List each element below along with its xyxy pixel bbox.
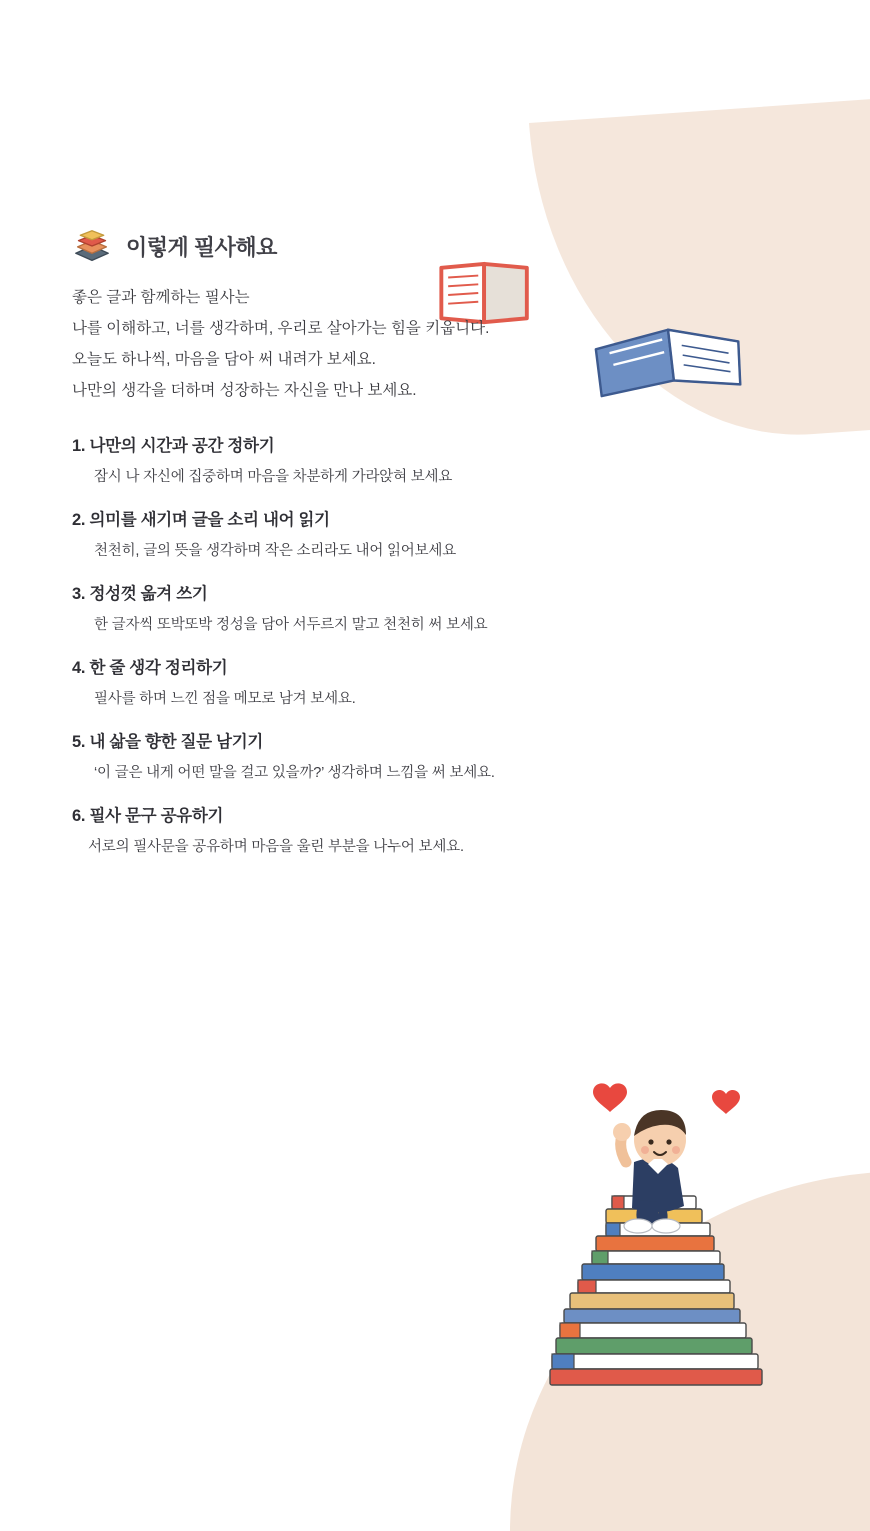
intro-line: 좋은 글과 함께하는 필사는 xyxy=(72,289,250,306)
list-item xyxy=(72,580,798,634)
step-description: 필사를 하며 느낀 점을 메모로 남겨 보세요. xyxy=(94,691,356,707)
step-description: 잠시 나 자신에 집중하며 마음을 차분하게 가라앉혀 보세요 xyxy=(94,469,453,485)
step-title: 3. 정성껏 옮겨 쓰기 xyxy=(72,585,208,603)
step-description: 한 글자씩 또박또박 정성을 담아 서두르지 말고 천천히 써 보세요 xyxy=(94,617,488,633)
page-title: 이렇게 필사해요 xyxy=(126,234,277,260)
list-item xyxy=(72,802,798,856)
list-item xyxy=(72,654,798,708)
heart-icon xyxy=(593,1083,740,1114)
intro-paragraph xyxy=(72,282,798,406)
intro-line: 나를 이해하고, 너를 생각하며, 우리로 살아가는 힘을 키웁니다. xyxy=(72,320,490,337)
step-description: ‘이 글은 내게 어떤 말을 걸고 있을까?’ 생각하며 느낌을 써 보세요. xyxy=(94,765,495,781)
step-title: 2. 의미를 새기며 글을 소리 내어 읽기 xyxy=(72,511,330,529)
step-title: 1. 나만의 시간과 공간 정하기 xyxy=(72,437,275,455)
intro-line: 오늘도 하나씩, 마음을 담아 써 내려가 보세요. xyxy=(72,351,376,368)
step-title: 5. 내 삶을 향한 질문 남기기 xyxy=(72,733,263,751)
document-content xyxy=(0,228,870,856)
section-header xyxy=(72,228,798,264)
step-title: 6. 필사 문구 공유하기 xyxy=(72,807,224,825)
list-item xyxy=(72,506,798,560)
step-description: 천천히, 글의 뜻을 생각하며 작은 소리라도 내어 읽어보세요 xyxy=(94,543,456,559)
steps-list xyxy=(72,432,798,856)
stacked-books-icon xyxy=(72,228,112,264)
list-item xyxy=(72,728,798,782)
boy-sitting-on-book-stack-illustration xyxy=(548,1066,778,1396)
step-title: 4. 한 줄 생각 정리하기 xyxy=(72,659,228,677)
list-item xyxy=(72,432,798,486)
step-description: 서로의 필사문을 공유하며 마음을 울린 부분을 나누어 보세요. xyxy=(88,839,464,855)
intro-line: 나만의 생각을 더하며 성장하는 자신을 만나 보세요. xyxy=(72,382,417,399)
